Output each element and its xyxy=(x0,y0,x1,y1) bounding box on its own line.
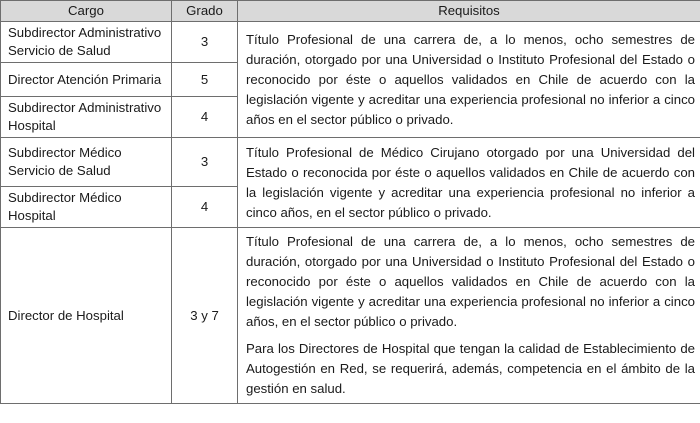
header-cargo: Cargo xyxy=(1,1,172,22)
grado-cell: 4 xyxy=(172,187,238,228)
requisitos-cell-group3 xyxy=(238,228,700,404)
requisitos-text: Título Profesional de Médico Cirujano otorgado por una Universidad del Estado o reconocida por éste o aquellos validados en Chile de acuerdo con la legislación vigente y acreditar una experiencia profesional no inferior a cinco años, en el sector público o privado. xyxy=(246,144,695,220)
header-row xyxy=(1,1,700,22)
header-requisitos: Requisitos xyxy=(238,1,700,22)
cargo-cell: Subdirector Administrativo Hospital xyxy=(1,97,172,138)
requisitos-cell-group1 xyxy=(238,22,700,138)
requisitos-note: Para los Directores de Hospital que tengan la calidad de Establecimiento de Autogestión en Red, se requerirá, además, competencia en el ámbito de la gestión en salud. xyxy=(246,341,695,396)
requisitos-text: Título Profesional de una carrera de, a lo menos, ocho semestres de duración, otorgado por una Universidad o Instituto Profesional del Estado o reconocido por éste o aquellos validados en Chile de acuerdo con la legislación vigente y acreditar una experiencia profesional no inferior a cinco años en el sector público o privado. xyxy=(246,31,695,127)
table-row xyxy=(1,22,700,63)
cargo-cell: Subdirector Administrativo Servicio de Salud xyxy=(1,22,172,63)
cargo-cell: Director de Hospital xyxy=(1,228,172,404)
cargo-cell: Subdirector Médico Servicio de Salud xyxy=(1,138,172,187)
grado-cell: 3 xyxy=(172,22,238,63)
grado-cell: 3 xyxy=(172,138,238,187)
grado-cell: 4 xyxy=(172,97,238,138)
grado-cell: 3 y 7 xyxy=(172,228,238,404)
cargo-cell: Subdirector Médico Hospital xyxy=(1,187,172,228)
requisitos-cell-group2 xyxy=(238,138,700,228)
table-row xyxy=(1,138,700,187)
grado-cell: 5 xyxy=(172,63,238,97)
header-grado: Grado xyxy=(172,1,238,22)
table-row xyxy=(1,228,700,404)
cargo-cell: Director Atención Primaria xyxy=(1,63,172,97)
requisitos-text: Título Profesional de una carrera de, a lo menos, ocho semestres de duración, otorgado por una Universidad o Instituto Profesional del Estado o reconocido por éste o aquellos validados en Chile de acuerdo con la legislación vigente y acreditar una experiencia profesional no inferior a cinco años, en el sector público o privado. xyxy=(246,234,695,329)
